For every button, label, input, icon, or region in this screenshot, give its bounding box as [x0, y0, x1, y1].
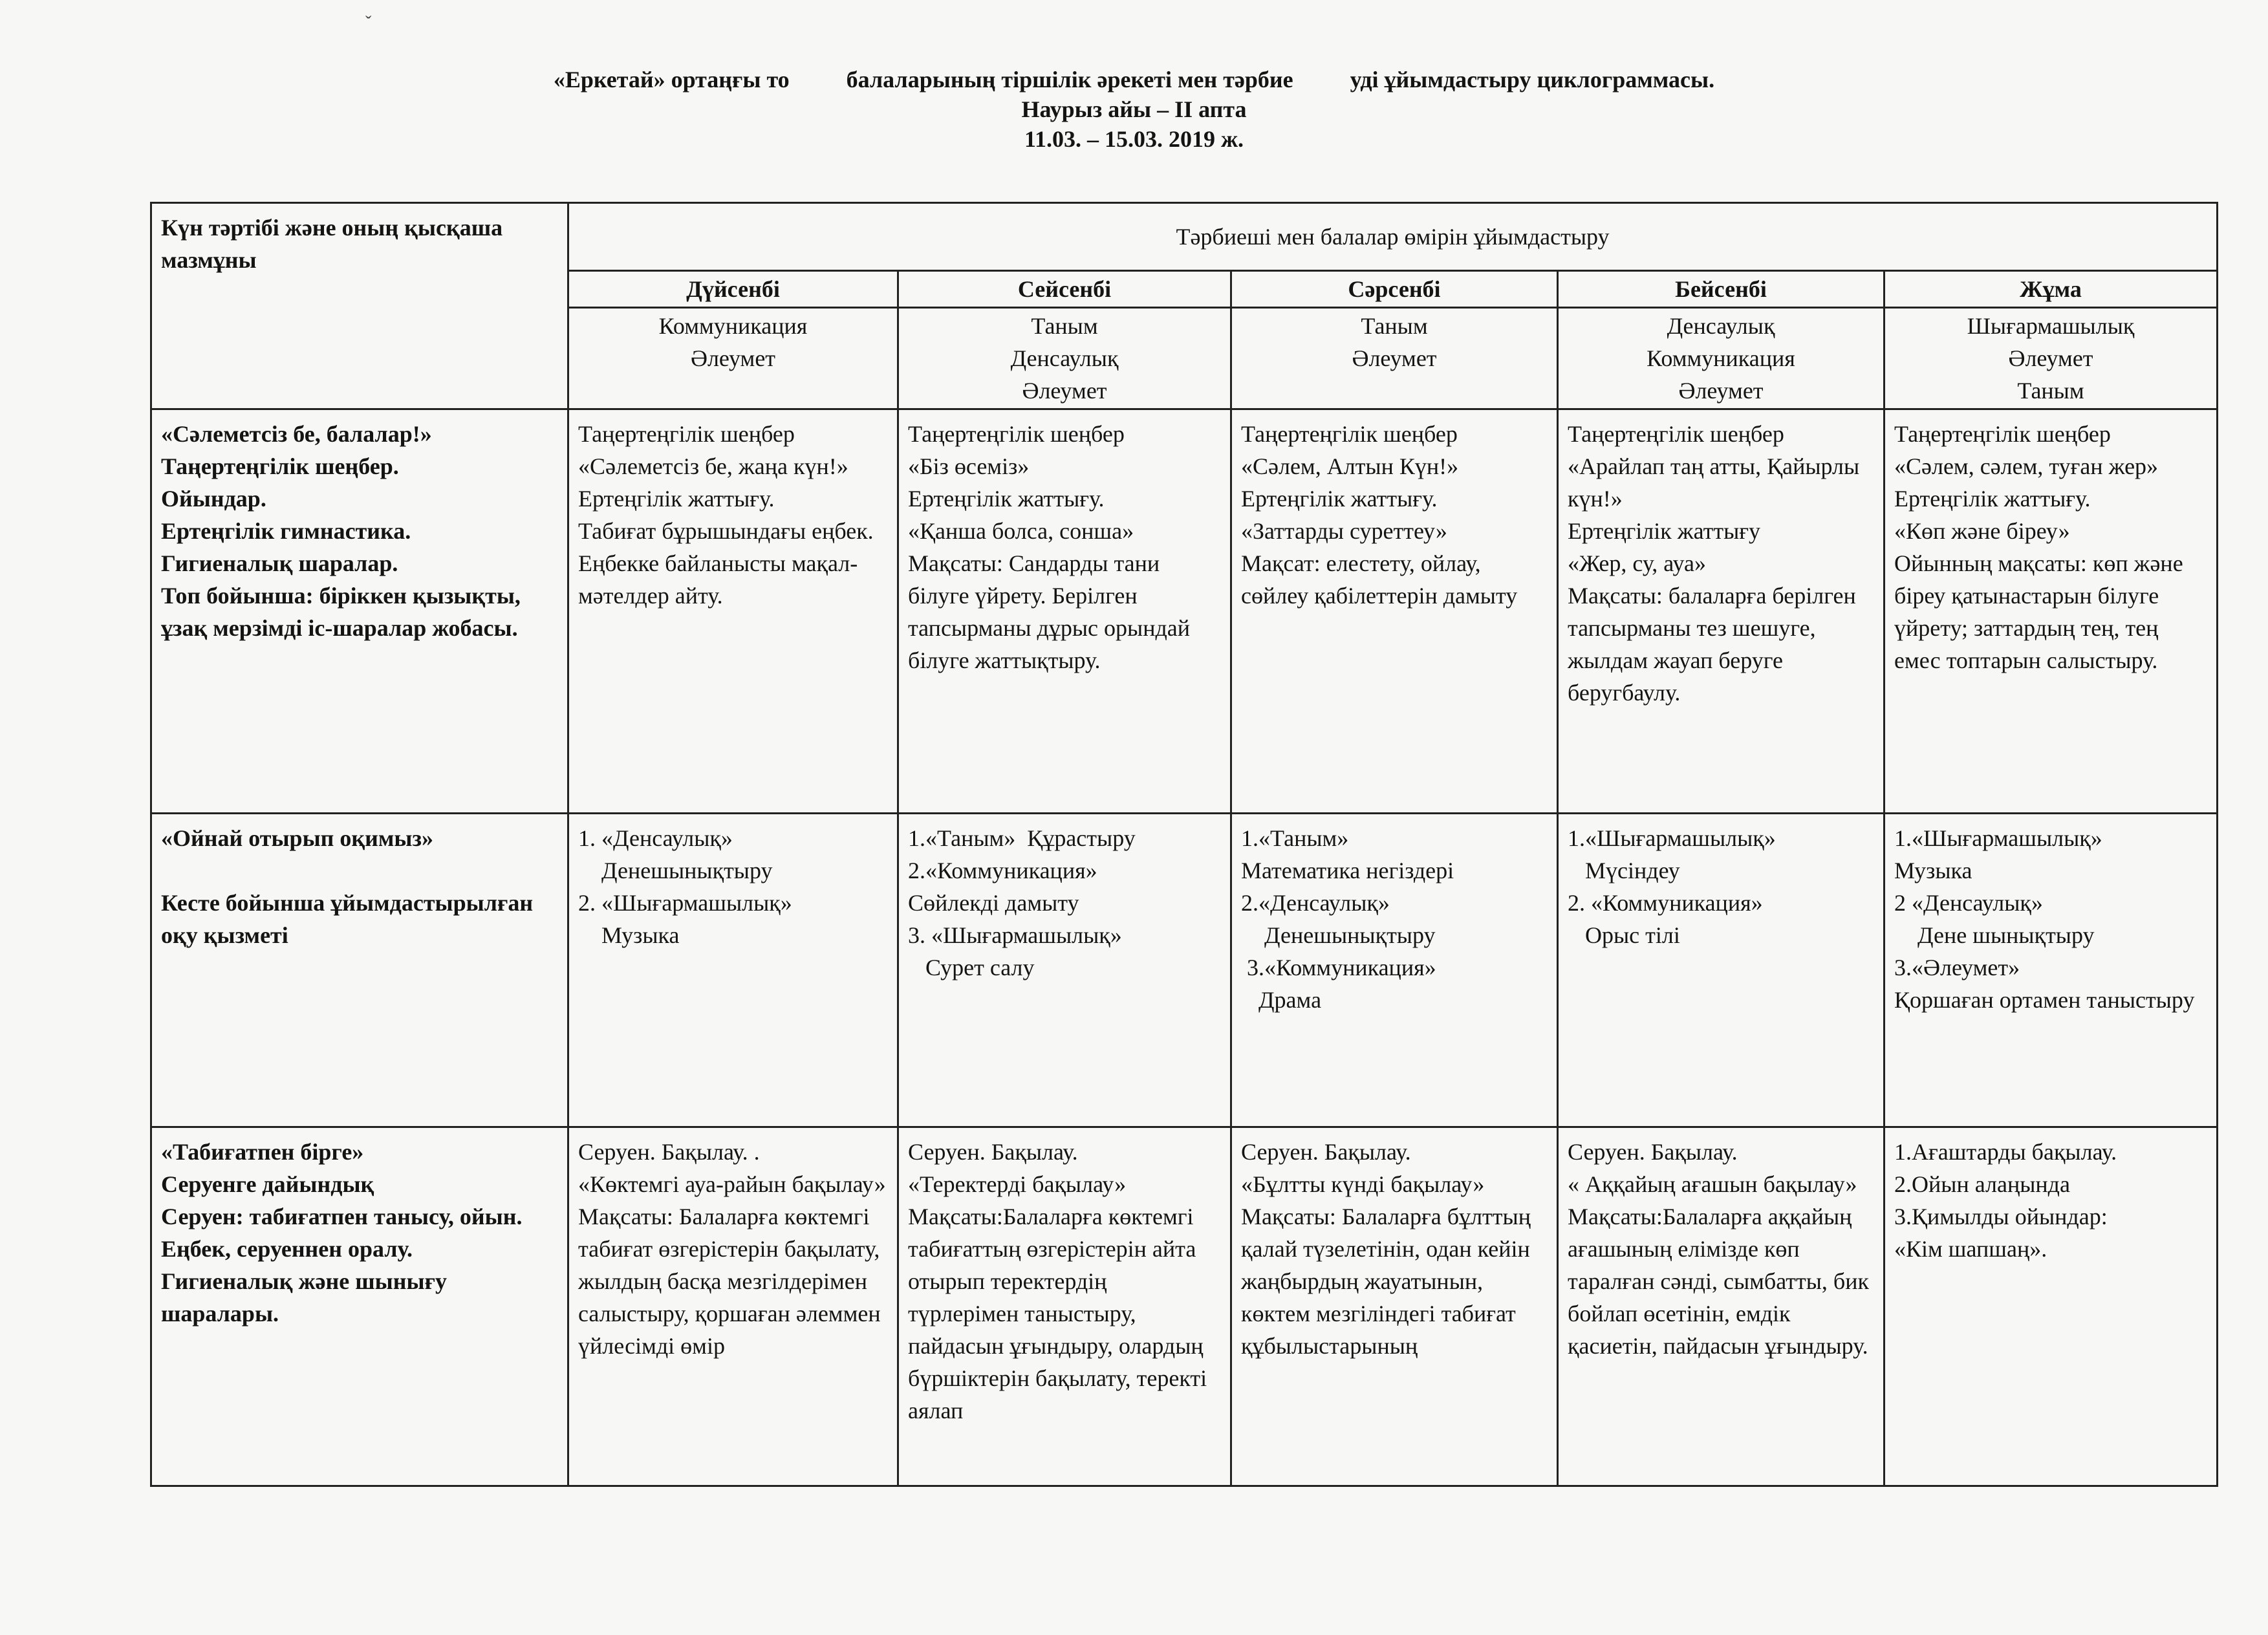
area: Таным [1031, 313, 1098, 339]
cell-line: «Көктемгі ауа-райын бақылау» [578, 1171, 886, 1197]
area: Коммуникация [658, 313, 808, 339]
cell-nature-fri [1885, 1127, 2218, 1486]
areas-thu [1558, 308, 1885, 409]
row-label-line: Еңбек, серуеннен оралу. [161, 1236, 413, 1262]
cell-line: «Кім шапшаң». [1894, 1236, 2047, 1262]
cell-nature-thu [1558, 1127, 1885, 1486]
corner-label-cell [151, 203, 568, 409]
document-header [0, 65, 2268, 154]
cyclogram-table [150, 202, 2218, 1487]
cell-line: Таңертеңгілік шеңбер [1568, 421, 1784, 447]
cell-line: Таңертеңгілік шеңбер [1241, 421, 1458, 447]
main-header-cell [568, 203, 2218, 271]
row-label-line: «Ойнай отырып оқимыз» [161, 825, 433, 851]
row-label-line: Ойындар. [161, 486, 266, 512]
title-part-1: «Еркетай» ортаңғы то [553, 67, 790, 92]
cell-line: Ойынның мақсаты: көп және біреу қатынастарын білуге үйрету; заттардың тең, тең емес топтарын салыстыру. [1894, 550, 2183, 673]
row-label-line: Серуен: табиғатпен танысу, ойын. [161, 1204, 523, 1229]
area: Денсаулық [1667, 313, 1775, 339]
day-header-fri: Жұма [1885, 271, 2218, 308]
cell-line: Мақсаты: балаларға берілген тапсырманы тез шешуге, жылдам жауап беруге беругбаулу. [1568, 583, 1856, 706]
cell-line: Драма [1241, 987, 1322, 1013]
cell-line: 1.Ағаштарды бақылау. [1894, 1139, 2117, 1165]
cell-line: 2.«Коммуникация» [908, 858, 1097, 883]
cell-line: Музыка [1894, 858, 1972, 883]
cell-line: Математика негіздері [1241, 858, 1454, 883]
areas-tue [898, 308, 1231, 409]
row-label-line: «Сәлеметсіз бе, балалар!» [161, 421, 432, 447]
areas-wed [1231, 308, 1558, 409]
cell-line: Серуен. Бақылау. [1568, 1139, 1738, 1165]
area: Шығармашылық [1967, 313, 2135, 339]
cell-lessons-tue [898, 814, 1231, 1127]
area: Таным [1361, 313, 1428, 339]
cell-line: Мақсаты: Балаларға көктемгі табиғат өзгерістерін бақылату, жылдың басқа мезгілдерімен салыстыру, қоршаған әлеммен үйлесімді өмір [578, 1204, 881, 1359]
cell-line: Еңбекке байланысты мақал-мәтелдер айту. [578, 550, 858, 609]
cell-line: 1.«Таным» [1241, 825, 1349, 851]
cell-line: Дене шынықтыру [1894, 922, 2095, 948]
cell-line: Қоршаған ортамен таныстыру [1894, 987, 2195, 1013]
cell-line: Мүсіндеу [1568, 858, 1680, 883]
cell-line: 1.«Таным» Құрастыру [908, 825, 1136, 851]
cell-line: 1.«Шығармашылық» [1568, 825, 1776, 851]
cell-line: «Жер, су, ауа» [1568, 550, 1706, 576]
cell-line: «Көп және біреу» [1894, 518, 2070, 544]
area: Таным [2017, 378, 2084, 404]
cell-line: 3.«Коммуникация» [1241, 955, 1436, 980]
cell-nature-tue [898, 1127, 1231, 1486]
title-part-3: уді ұйымдастыру циклограммасы. [1350, 67, 1715, 92]
cell-nature-mon [568, 1127, 898, 1486]
cell-line: Орыс тілі [1568, 922, 1680, 948]
cell-line: «Сәлем, Алтын Күн!» [1241, 453, 1459, 479]
cell-line: «Сәлеметсіз бе, жаңа күн!» [578, 453, 848, 479]
cell-line: Ертеңгілік жаттығу. [908, 486, 1105, 512]
title-part-2: балаларының тіршілік әрекеті мен тәрбие [846, 67, 1293, 92]
document-title [0, 65, 2268, 94]
cell-line: Мақсаты: Балаларға бұлттың қалай түзелетінін, одан кейін жаңбырдың жауатынын, көктем мезгіліндегі табиғат құбылыстарының [1241, 1204, 1531, 1359]
cell-line: Денешынықтыру [578, 858, 773, 883]
day-header-mon: Дүйсенбі [568, 271, 898, 308]
cell-line: Ертеңгілік жаттығу [1568, 518, 1761, 544]
cell-line: 2 «Денсаулық» [1894, 890, 2043, 916]
cell-line: 1.«Шығармашылық» [1894, 825, 2102, 851]
row-label-line: Кесте бойынша ұйымдастырылған оқу қызметі [161, 890, 534, 948]
cell-line: 2.Ойын алаңында [1894, 1171, 2070, 1197]
cell-line: Мақсаты:Балаларға көктемгі табиғаттың өзгерістерін айта отырып теректердің түрлерімен таныстыру, пайдасын ұғындыру, олардың бүршіктерін бақылату, теректі аялап [908, 1204, 1207, 1424]
cell-line: 3.Қимылды ойындар: [1894, 1204, 2108, 1229]
cell-line: Серуен. Бақылау. [1241, 1139, 1411, 1165]
document-dates: 11.03. – 15.03. 2019 ж. [1024, 126, 1244, 152]
cell-line: 1. «Денсаулық» [578, 825, 733, 851]
cell-line: «Біз өсеміз» [908, 453, 1030, 479]
row-label-line: Гигиеналық шаралар. [161, 550, 398, 576]
cell-line: 3.«Әлеумет» [1894, 955, 2020, 980]
area: Әлеумет [1022, 378, 1107, 404]
row-label-line [161, 854, 558, 887]
cell-line: Табиғат бұрышындағы еңбек. [578, 518, 874, 544]
cell-line: Музыка [578, 922, 680, 948]
cell-line: Ертеңгілік жаттығу. [578, 486, 775, 512]
area: Әлеумет [1678, 378, 1764, 404]
cell-lessons-mon [568, 814, 898, 1127]
cell-line: Серуен. Бақылау. . [578, 1139, 760, 1165]
scan-mark: ˇ [365, 13, 372, 33]
cell-line: Таңертеңгілік шеңбер [1894, 421, 2111, 447]
area: Әлеумет [690, 345, 776, 371]
cell-line: «Теректерді бақылау» [908, 1171, 1127, 1197]
day-header-thu: Бейсенбі [1558, 271, 1885, 308]
area: Коммуникация [1647, 345, 1795, 371]
corner-label: Күн тәртібі және оның қысқаша мазмұны [161, 215, 503, 273]
cell-morning-mon [568, 409, 898, 814]
cell-morning-fri [1885, 409, 2218, 814]
cell-line: 2.«Денсаулық» [1241, 890, 1390, 916]
cell-line: 2. «Шығармашылық» [578, 890, 792, 916]
cell-line: Мақсаты:Балаларға аққайың ағашының елімізде көп таралған сәнді, сымбатты, бик бойлап өсетінін, емдік қасиетін, пайдасын ұғындыру. [1568, 1204, 1869, 1359]
cell-line: 3. «Шығармашылық» [908, 922, 1122, 948]
cell-line: Сөйлекді дамыту [908, 890, 1079, 916]
cell-line: «Арайлап таң атты, Қайырлы күн!» [1568, 453, 1860, 512]
row-label-line: «Табиғатпен бірге» [161, 1139, 364, 1165]
cell-line: 2. «Коммуникация» [1568, 890, 1763, 916]
cell-line: Мақсат: елестету, ойлау, сөйлеу қабілеттерін дамыту [1241, 550, 1518, 609]
areas-fri [1885, 308, 2218, 409]
row-label-line: Серуенге дайындық [161, 1171, 374, 1197]
row-label-nature [151, 1127, 568, 1486]
cell-line: « Аққайың ағашын бақылау» [1568, 1171, 1857, 1197]
cell-line: «Бұлтты күнді бақылау» [1241, 1171, 1485, 1197]
cell-line: «Қанша болса, сонша» [908, 518, 1134, 544]
cell-line: «Заттарды суреттеу» [1241, 518, 1447, 544]
day-header-tue: Сейсенбі [898, 271, 1231, 308]
cell-line: Денешынықтыру [1241, 922, 1436, 948]
cell-lessons-wed [1231, 814, 1558, 1127]
row-label-line: Топ бойынша: біріккен қызықты, ұзақ мерзімді іс-шаралар жобасы. [161, 583, 521, 641]
area: Әлеумет [2008, 345, 2093, 371]
main-header: Тәрбиеші мен балалар өмірін ұйымдастыру [1176, 224, 1610, 250]
cell-line: Таңертеңгілік шеңбер [908, 421, 1125, 447]
day-header-wed: Сәрсенбі [1231, 271, 1558, 308]
cell-line: Мақсаты: Сандарды тани білуге үйрету. Берілген тапсырманы дұрыс орындай білуге жаттықтыру. [908, 550, 1191, 673]
cell-line: Серуен. Бақылау. [908, 1139, 1078, 1165]
cell-lessons-fri [1885, 814, 2218, 1127]
cell-line: Сурет салу [908, 955, 1035, 980]
cell-lessons-thu [1558, 814, 1885, 1127]
cell-nature-wed [1231, 1127, 1558, 1486]
document-week: Наурыз айы – II апта [1021, 96, 1247, 122]
cell-line: Таңертеңгілік шеңбер [578, 421, 795, 447]
cell-line: Ертеңгілік жаттығу. [1241, 486, 1438, 512]
row-label-line: Ертеңгілік гимнастика. [161, 518, 411, 544]
cell-line: Ертеңгілік жаттығу. [1894, 486, 2091, 512]
area: Әлеумет [1352, 345, 1437, 371]
cell-morning-tue [898, 409, 1231, 814]
area: Денсаулық [1010, 345, 1119, 371]
areas-mon [568, 308, 898, 409]
row-label-line: Таңертеңгілік шеңбер. [161, 453, 399, 479]
row-label-lessons [151, 814, 568, 1127]
cell-morning-wed [1231, 409, 1558, 814]
cell-morning-thu [1558, 409, 1885, 814]
cell-line: «Сәлем, сәлем, туған жер» [1894, 453, 2159, 479]
row-label-morning [151, 409, 568, 814]
row-label-line: Гигиеналық және шынығу шаралары. [161, 1268, 447, 1326]
